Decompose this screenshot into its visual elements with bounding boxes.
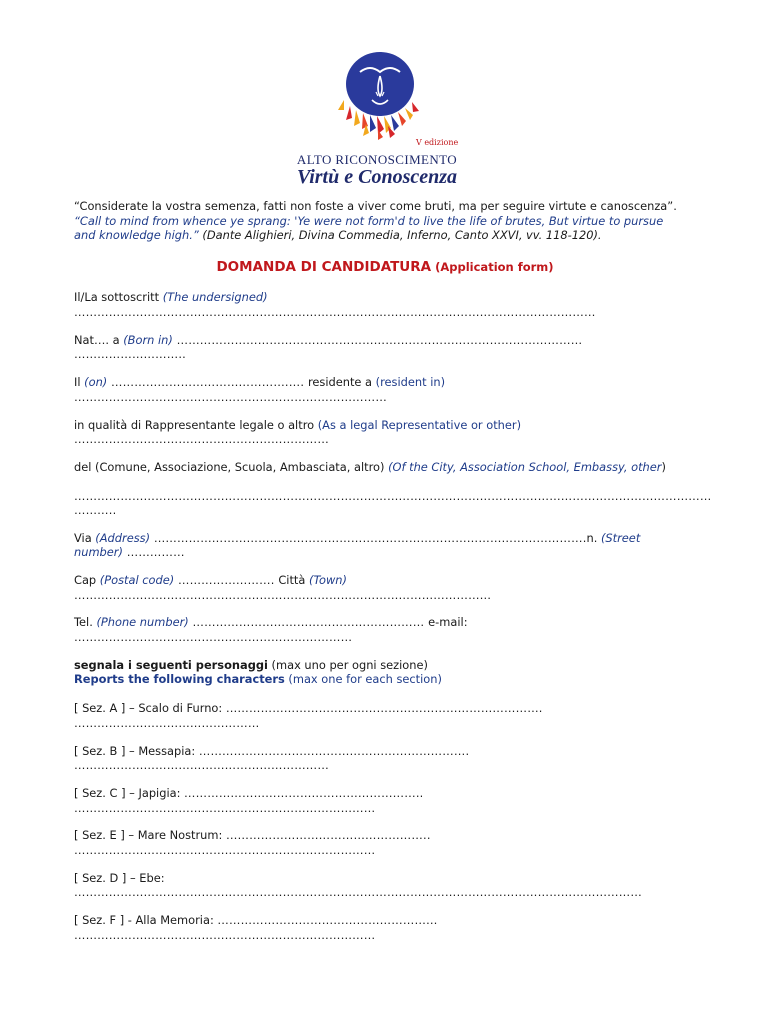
characters-heading-it-text: segnala i seguenti personaggi <box>74 658 268 672</box>
street-label-en: (Address) <box>91 531 151 545</box>
street-number-dots[interactable]: …………… <box>122 545 185 559</box>
characters-heading-en <box>74 672 704 687</box>
section-c-field[interactable] <box>74 786 704 801</box>
postal-town-field[interactable] <box>74 573 704 588</box>
characters-heading-it-note: (max uno per ogni sezione) <box>267 658 428 672</box>
cap-dots[interactable]: ……………………. <box>174 573 279 587</box>
characters-heading-en-note: (max one for each section) <box>284 672 442 686</box>
entity-label: del (Comune, Associazione, Scuola, Ambasciata, altro) <box>74 460 385 474</box>
edition-label: V edizione <box>416 138 459 147</box>
characters-heading-it <box>74 658 704 673</box>
quote-english-line2: and knowledge high.” <box>74 228 199 243</box>
born-dots-2[interactable]: ……………………….. <box>74 347 186 361</box>
street-label: Via <box>74 531 92 545</box>
address-field[interactable] <box>74 531 704 546</box>
entity-label-en: (Of the City, Association School, Embassy, other <box>384 460 662 474</box>
entity-field[interactable] <box>74 460 704 475</box>
award-title: ALTO RICONOSCIMENTO <box>296 152 458 167</box>
section-b-field[interactable] <box>74 744 704 759</box>
section-f-dots-2[interactable]: …………………………………………………………………… <box>74 928 376 942</box>
entity-label-close: ) <box>661 460 666 474</box>
tel-dots[interactable]: …………………………………………………… <box>188 615 429 629</box>
on-label: Il <box>74 375 81 389</box>
section-b-label: [ Sez. B ] – Messapia: <box>74 744 199 758</box>
entity-dots[interactable]: ………………………………………………………………………………………………………………………………………………… <box>74 489 712 503</box>
section-a-dots[interactable]: ………………………………………………………………………. <box>225 701 543 715</box>
role-field[interactable] <box>74 418 704 433</box>
form-title-en: (Application form) <box>431 260 554 274</box>
section-e-dots-2[interactable]: …………………………………………………………………… <box>74 843 376 857</box>
face-logo-icon <box>332 50 428 142</box>
resident-label: residente a <box>307 375 373 389</box>
section-d-field[interactable] <box>74 871 704 886</box>
section-f-label: [ Sez. F ] - Alla Memoria: <box>74 913 218 927</box>
undersigned-label-en: (The undersigned) <box>159 290 268 304</box>
town-label-en: (Town) <box>305 573 347 587</box>
characters-heading-en-text: Reports the following characters <box>74 672 285 686</box>
born-field[interactable] <box>74 333 704 348</box>
section-a-field[interactable] <box>74 701 704 716</box>
section-c-dots[interactable]: …………………………………………………….. <box>184 786 424 800</box>
section-e-label: [ Sez. E ] – Mare Nostrum: <box>74 828 226 842</box>
section-c-label: [ Sez. C ] – Japigia: <box>74 786 185 800</box>
section-f-dots[interactable]: ………………………………………………… <box>217 913 438 927</box>
section-d-label: [ Sez. D ] – Ebe: <box>74 871 165 885</box>
section-f-field[interactable] <box>74 913 704 928</box>
role-dots[interactable]: ………………………………………………………… <box>74 432 329 446</box>
award-name: Virtù e Conoscenza <box>296 166 458 188</box>
quote-italian: “Considerate la vostra semenza, fatti non foste a viver come bruti, ma per seguire virtute e canoscenza”. <box>74 199 677 213</box>
section-e-dots[interactable]: …………………………………………….. <box>225 828 431 842</box>
email-dots[interactable]: ……………………………………………………………… <box>74 630 353 644</box>
resident-dots[interactable]: ……………………………………………………………………… <box>74 390 387 404</box>
section-b-dots-2[interactable]: ………………………………………………………… <box>74 758 329 772</box>
dante-quote <box>74 199 714 243</box>
email-label: e-mail: <box>428 615 468 629</box>
cap-label-en: (Postal code) <box>96 573 175 587</box>
role-label-en: (As a legal Representative or other) <box>314 418 522 432</box>
undersigned-dots[interactable]: ……………………………………………………………………………………………………………………… <box>74 305 596 319</box>
section-a-dots-2[interactable]: ………………………………………… <box>74 716 260 730</box>
street-number-label-en: (Street <box>597 531 641 545</box>
on-label-en: (on) <box>80 375 108 389</box>
born-label-en: (Born in) <box>119 333 173 347</box>
section-a-label: [ Sez. A ] – Scalo di Furno: <box>74 701 226 715</box>
tel-label-en: (Phone number) <box>92 615 189 629</box>
section-e-field[interactable] <box>74 828 704 843</box>
born-dots[interactable]: …………………………………………………………………………………………… <box>172 333 583 347</box>
undersigned-field[interactable] <box>74 290 704 305</box>
date-resident-field[interactable] <box>74 375 704 390</box>
section-b-dots[interactable]: ……………………………………………………………. <box>198 744 470 758</box>
resident-label-en: (resident in) <box>372 375 446 389</box>
town-label: Città <box>278 573 306 587</box>
undersigned-label: Il/La sottoscritt <box>74 290 160 304</box>
quote-citation: (Dante Alighieri, Divina Commedia, Inferno, Canto XXVI, vv. 118-120). <box>198 228 602 243</box>
born-label: Nat…. a <box>74 333 120 347</box>
street-number-label: n. <box>586 531 598 545</box>
quote-english-line1: “Call to mind from whence ye sprang: 'Ye were not form'd to live the life of brutes, But virtue to pursue <box>74 213 664 228</box>
street-number-field[interactable] <box>74 545 704 560</box>
role-label: in qualità di Rappresentante legale o altro <box>74 418 315 432</box>
cap-label: Cap <box>74 573 97 587</box>
phone-email-field[interactable] <box>74 615 704 630</box>
section-d-dots-2[interactable]: ………………………………………………………………………………………………………………………………… <box>74 885 642 899</box>
form-title-it: DOMANDA DI CANDIDATURA <box>216 259 432 275</box>
street-dots[interactable]: …………………………………………………………………………………………………. <box>150 531 587 545</box>
tel-label: Tel. <box>74 615 93 629</box>
date-dots[interactable]: ……………………………………….…. <box>107 375 308 389</box>
entity-dots-2[interactable]: ……….. <box>74 503 117 517</box>
form-title <box>0 259 770 275</box>
logo-block <box>286 50 486 190</box>
street-number-label-en-2: number) <box>74 545 123 559</box>
town-dots[interactable]: ……………………………………………………………………………………………… <box>74 588 492 602</box>
section-c-dots-2[interactable]: …………………………………………………………………… <box>74 801 376 815</box>
